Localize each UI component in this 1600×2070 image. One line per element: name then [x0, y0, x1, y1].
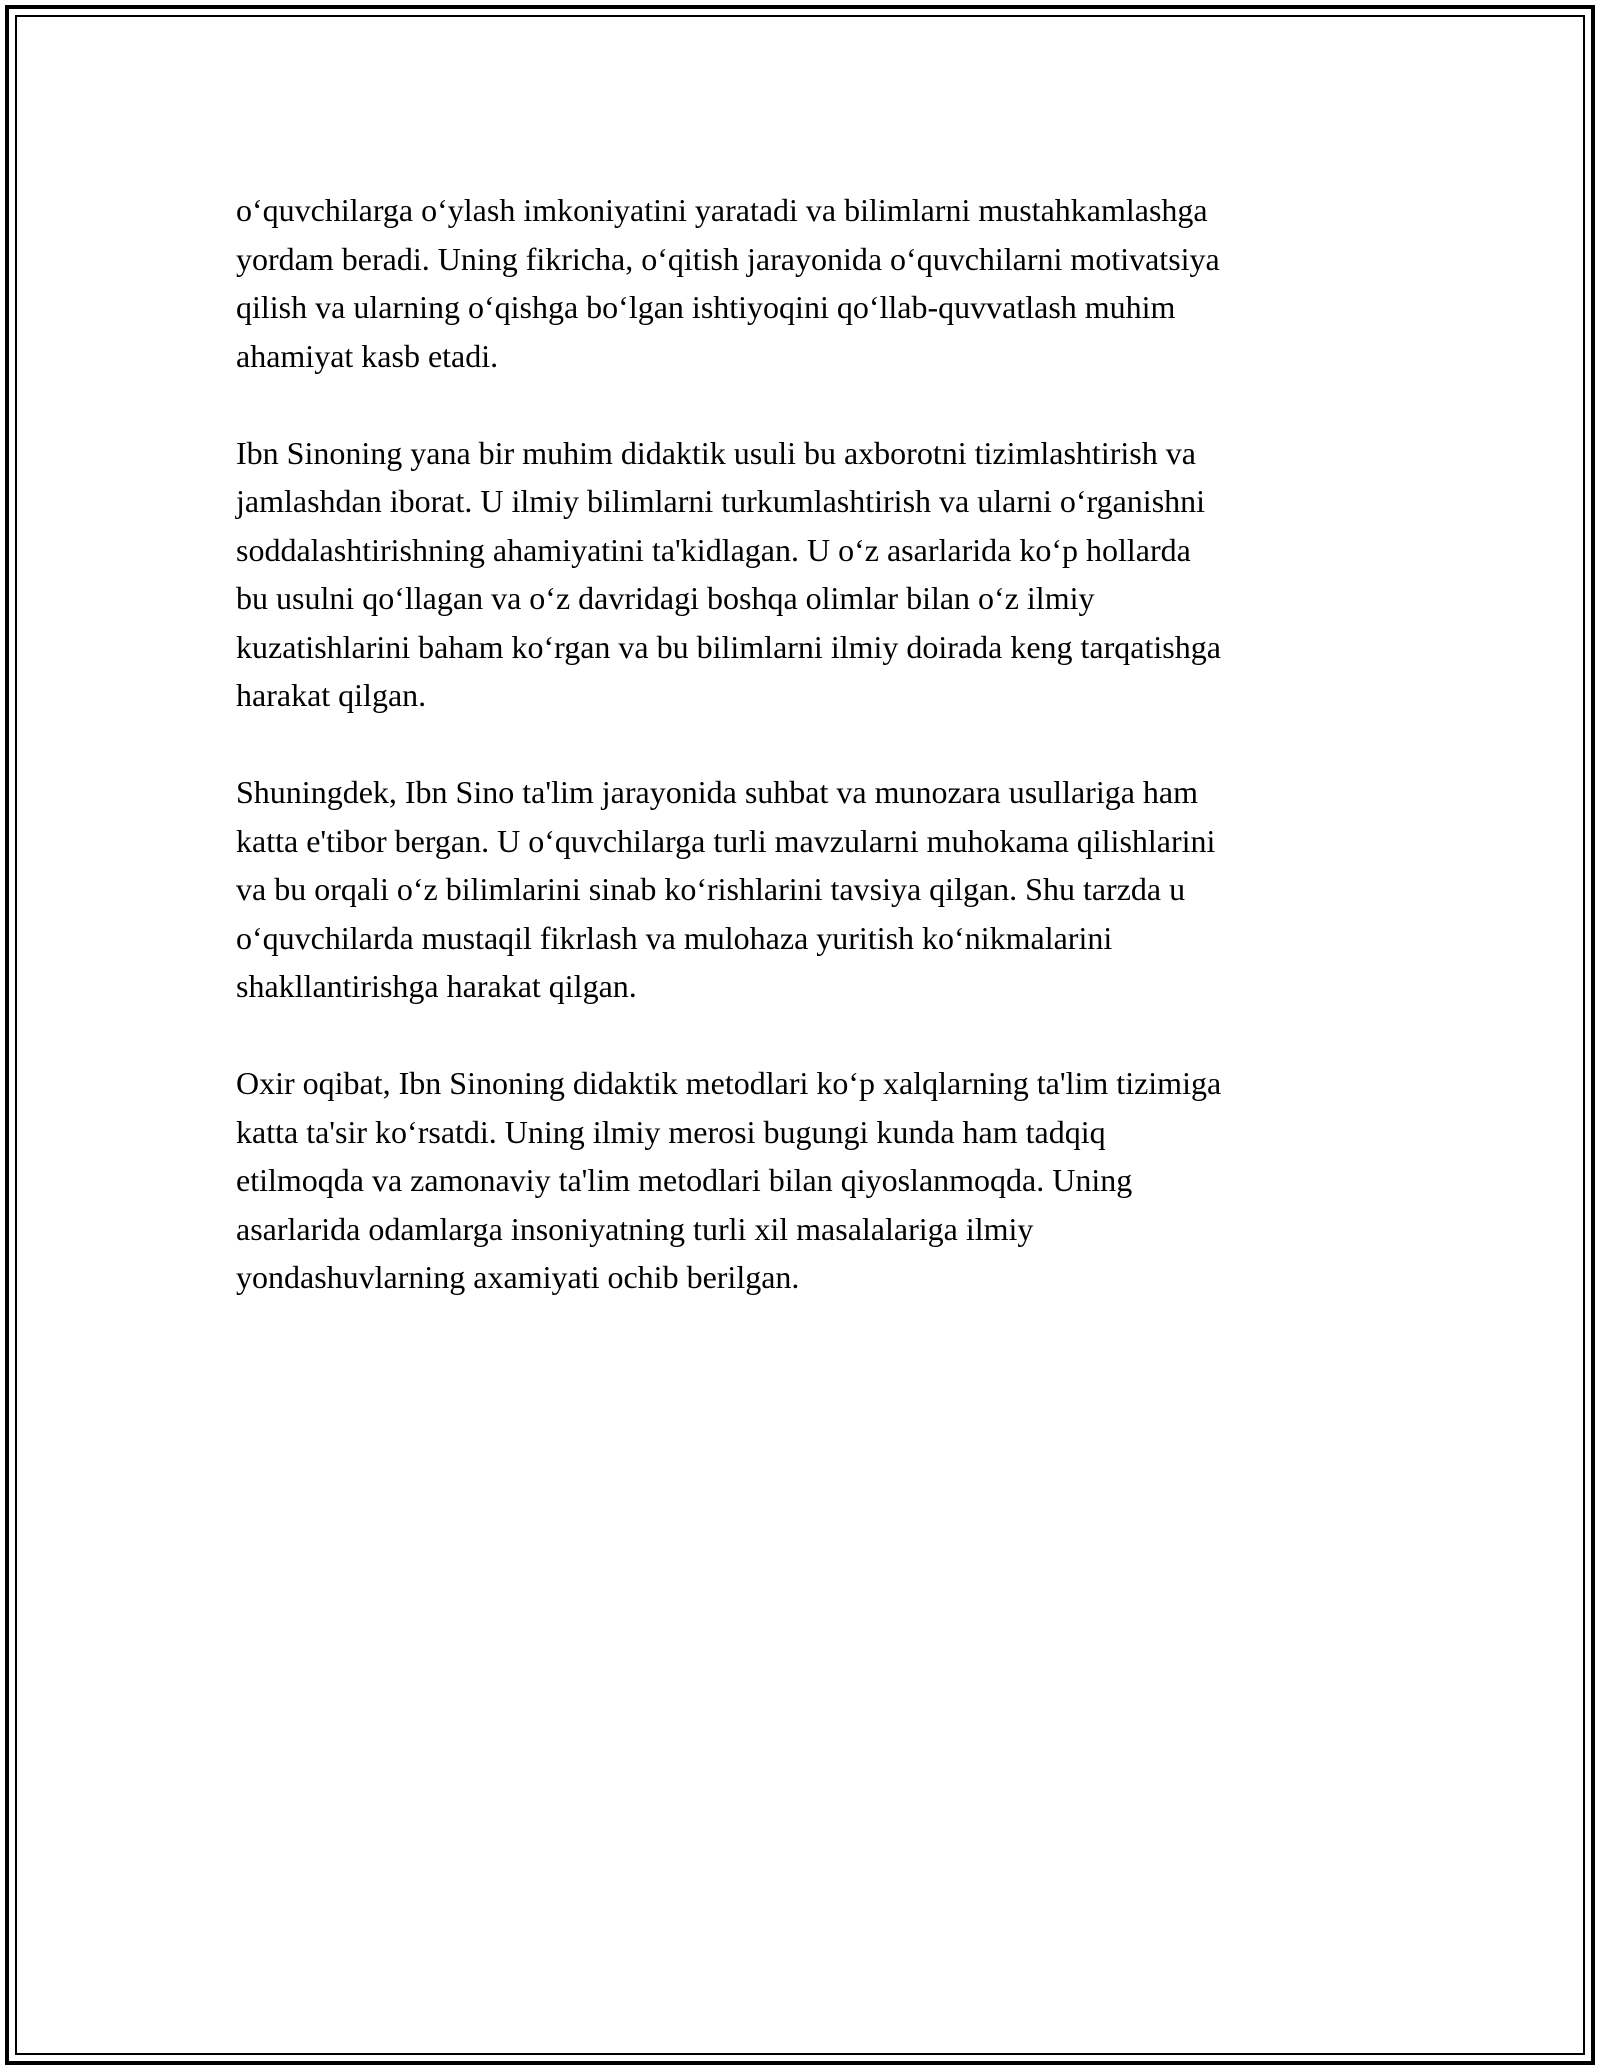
text-line: yordam beradi. Uning fikricha, o‘qitish jarayonida o‘quvchilarni motivatsiya	[236, 240, 1220, 277]
text-line: qilish va ularning o‘qishga bo‘lgan ishtiyoqini qo‘llab-quvvatlash muhim	[236, 289, 1176, 325]
text-line: va bu orqali o‘z bilimlarini sinab ko‘rishlarini tavsiya qilgan. Shu tarzda u	[236, 871, 1186, 907]
text-line: asarlarida odamlarga insoniyatning turli xil masalalariga ilmiy	[236, 1210, 1034, 1247]
text-line: soddalashtirishning ahamiyatini ta'kidlagan. U o‘z asarlarida ko‘p hollarda	[236, 531, 1191, 568]
paragraph-2	[236, 429, 1386, 720]
paragraph-1	[236, 186, 1386, 380]
text-line: harakat qilgan.	[236, 677, 427, 713]
text-line: katta e'tibor bergan. U o‘quvchilarga turli mavzularni muhokama qilishlarini	[236, 822, 1216, 859]
text-line: Oxir oqibat, Ibn Sinoning didaktik metodlari ko‘p xalqlarning ta'lim tizimiga	[236, 1065, 1222, 1101]
text-line: Shuningdek, Ibn Sino ta'lim jarayonida suhbat va munozara usullariga ham	[236, 774, 1198, 810]
text-line: kuzatishlarini baham ko‘rgan va bu bilimlarni ilmiy doirada keng tarqatishga	[236, 628, 1221, 665]
paragraph-4	[236, 1059, 1386, 1302]
text-line: katta ta'sir ko‘rsatdi. Uning ilmiy merosi bugungi kunda ham tadqiq	[236, 1113, 1106, 1150]
text-line: shakllantirishga harakat qilgan.	[236, 968, 637, 1004]
document-body	[236, 186, 1386, 1350]
text-line: o‘quvchilarda mustaqil fikrlash va mulohaza yuritish ko‘nikmalarini	[236, 919, 1113, 956]
text-line: o‘quvchilarga o‘ylash imkoniyatini yaratadi va bilimlarni mustahkamlashga	[236, 192, 1208, 228]
text-line: jamlashdan iborat. U ilmiy bilimlarni turkumlashtirish va ularni o‘rganishni	[236, 483, 1206, 519]
text-line: ahamiyat kasb etadi.	[236, 337, 499, 374]
text-line: etilmoqda va zamonaviy ta'lim metodlari bilan qiyoslanmoqda. Uning	[236, 1162, 1133, 1198]
text-line: yondashuvlarning axamiyati ochib berilgan.	[236, 1259, 800, 1295]
text-line: bu usulni qo‘llagan va o‘z davridagi boshqa olimlar bilan o‘z ilmiy	[236, 580, 1095, 616]
paragraph-3	[236, 768, 1386, 1011]
text-line: Ibn Sinoning yana bir muhim didaktik usuli bu axborotni tizimlashtirish va	[236, 434, 1196, 471]
